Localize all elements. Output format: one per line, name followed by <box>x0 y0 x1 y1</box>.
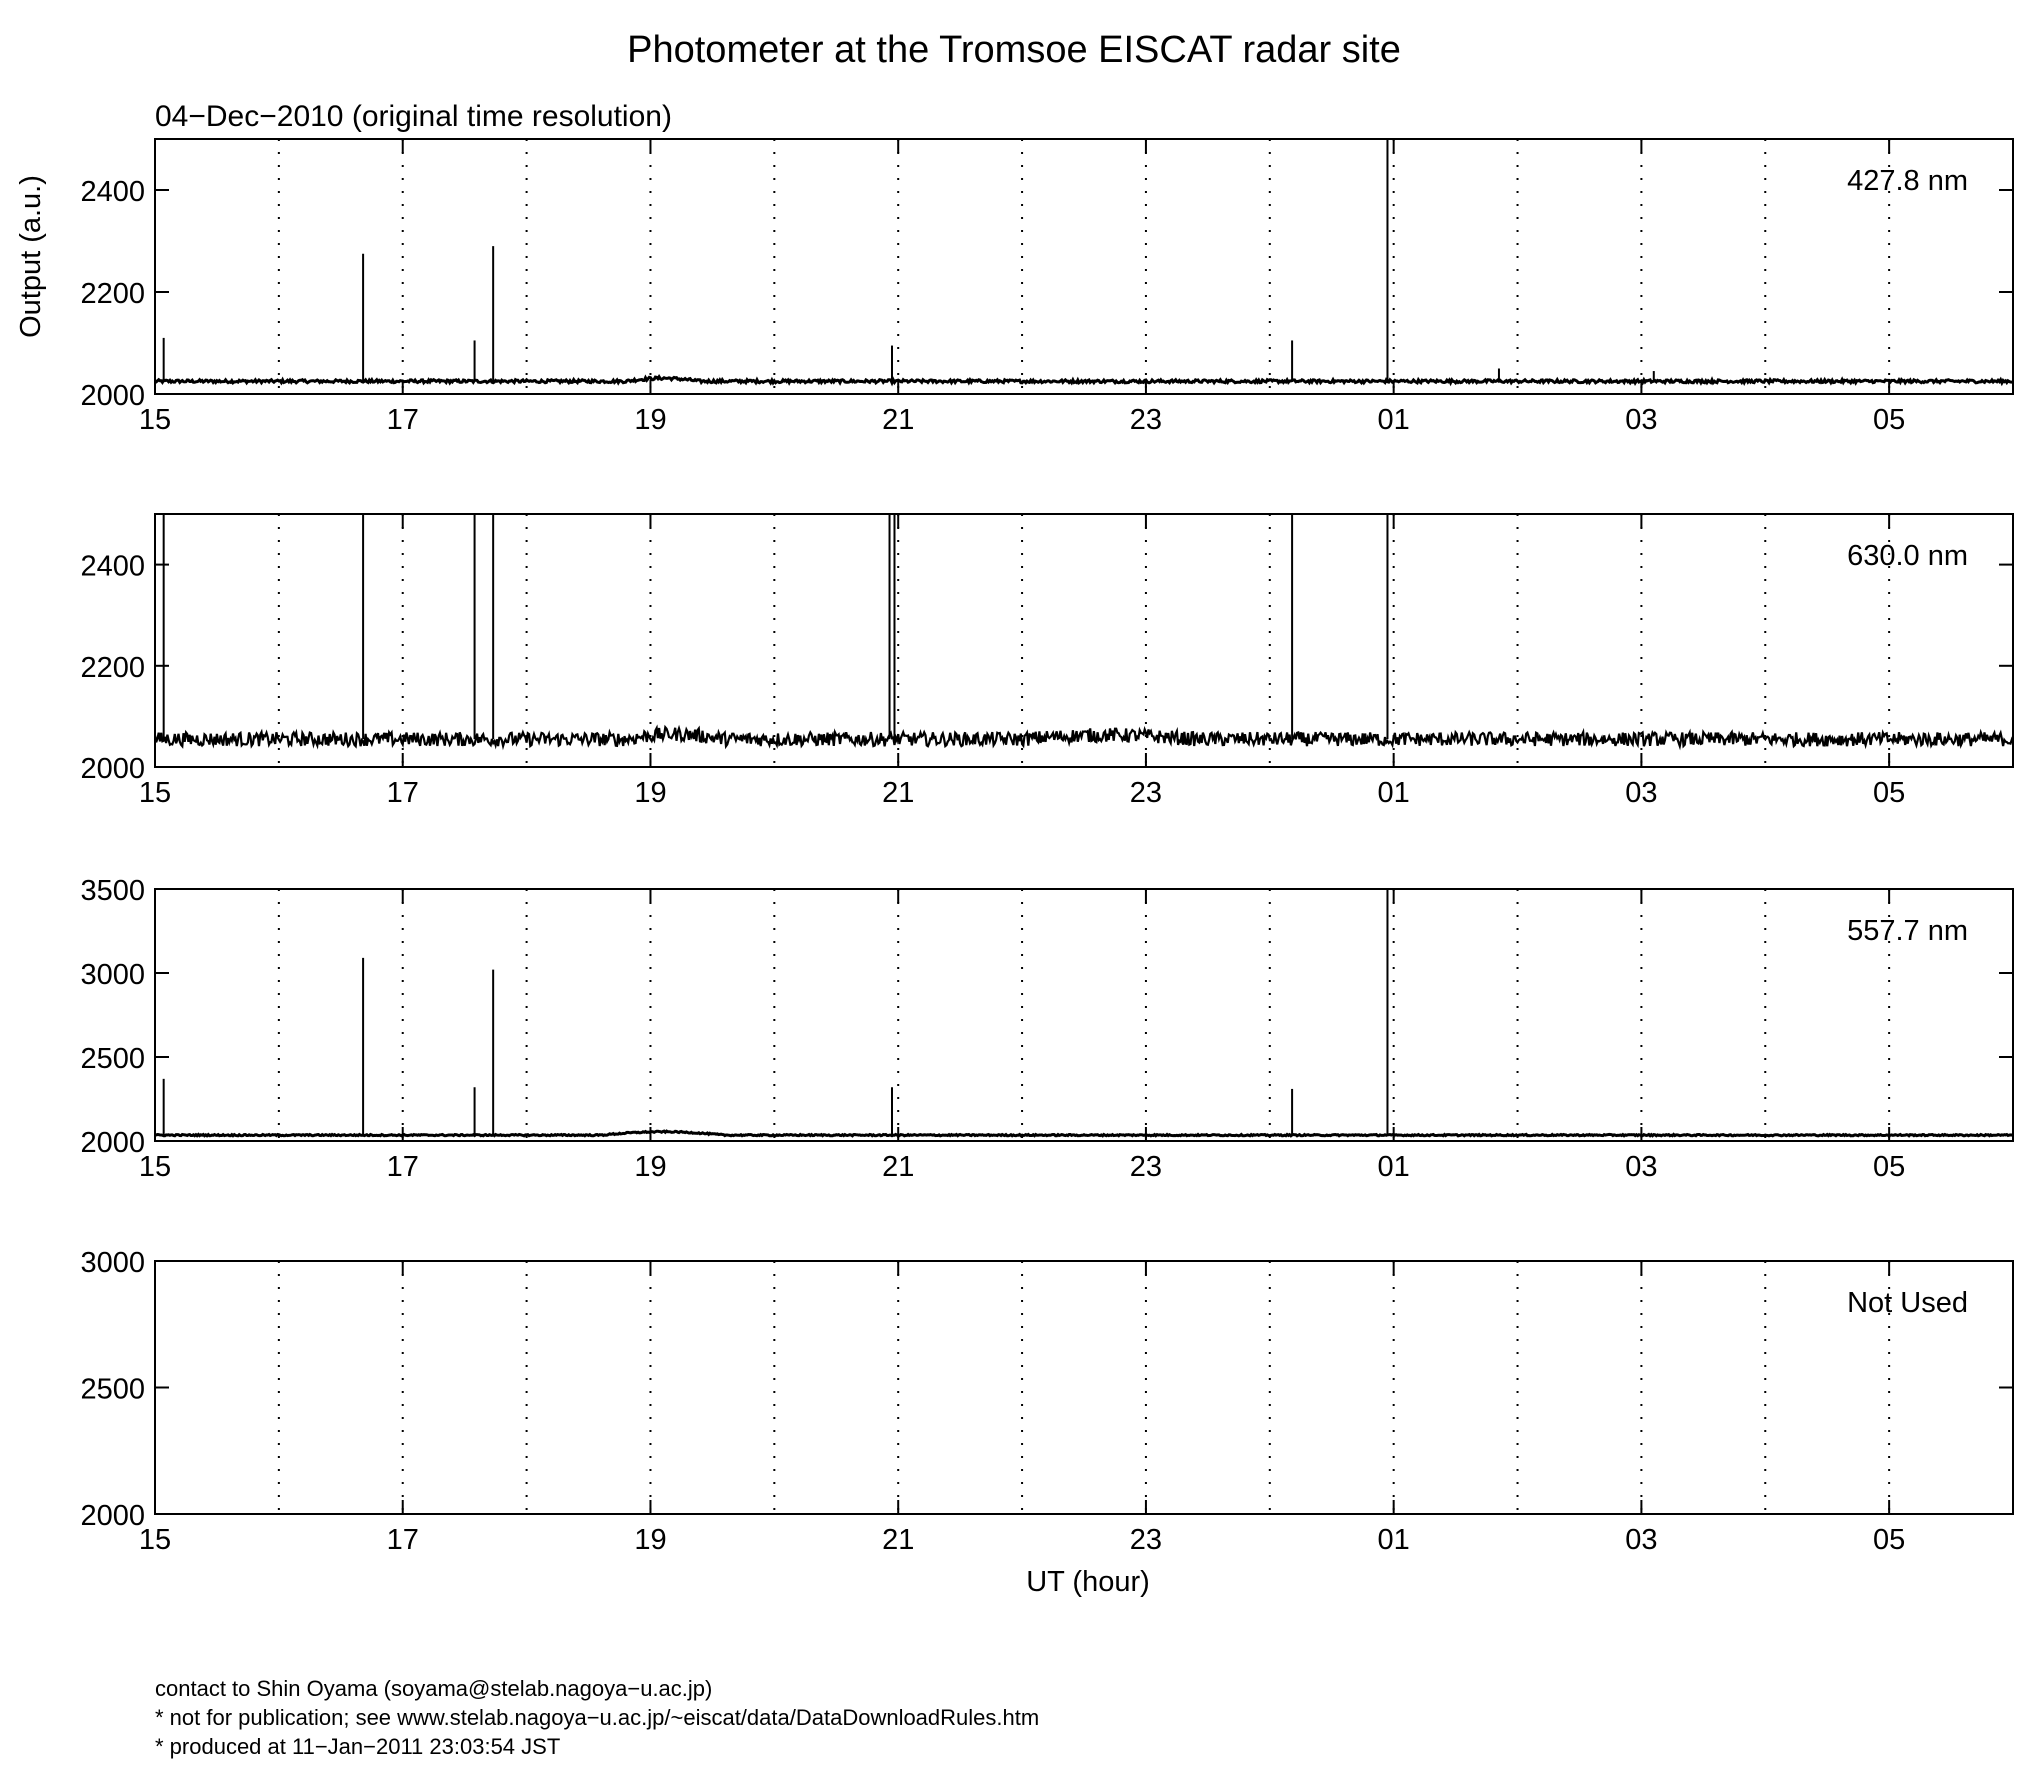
footer-contact: contact to Shin Oyama (soyama@stelab.nagoya−u.ac.jp) <box>155 1676 713 1701</box>
y-tick-label: 2500 <box>80 1043 145 1075</box>
x-tick-label: 03 <box>1625 404 1658 436</box>
y-tick-label: 2000 <box>80 1127 145 1159</box>
x-tick-label: 05 <box>1873 1524 1906 1556</box>
x-tick-label: 03 <box>1625 1151 1658 1183</box>
y-tick-label: 2200 <box>80 651 145 684</box>
x-tick-label: 19 <box>634 404 667 436</box>
plot-frame <box>155 889 2013 1141</box>
panels <box>15 139 2013 1598</box>
x-tick-label: 15 <box>138 404 172 436</box>
panel-2 <box>80 514 2013 809</box>
y-tick-label: 2000 <box>80 753 145 785</box>
x-tick-label: 17 <box>386 1524 419 1556</box>
panel-label: 630.0 nm <box>1847 540 1968 572</box>
figure-title: Photometer at the Tromsoe EISCAT radar site <box>627 29 1401 71</box>
x-tick-label: 01 <box>1377 777 1410 809</box>
y-tick-label: 2500 <box>80 1373 145 1406</box>
x-tick-label: 15 <box>138 777 172 809</box>
y-tick-label: 2000 <box>80 1500 145 1532</box>
x-axis-label: UT (hour) <box>1026 1566 1150 1598</box>
x-tick-label: 19 <box>634 1524 667 1556</box>
x-tick-label: 01 <box>1377 404 1410 436</box>
x-tick-label: 23 <box>1129 404 1163 436</box>
figure-subtitle: 04−Dec−2010 (original time resolution) <box>155 100 672 133</box>
x-tick-label: 01 <box>1377 1524 1410 1556</box>
footer-notice: * not for publication; see www.stelab.nagoya−u.ac.jp/~eiscat/data/DataDownloadRules.htm <box>155 1705 1040 1730</box>
x-tick-label: 19 <box>634 777 667 809</box>
y-tick-label: 3000 <box>80 959 145 991</box>
x-tick-label: 03 <box>1625 1524 1658 1556</box>
y-tick-label: 3000 <box>80 1247 145 1279</box>
plot-frame <box>155 1261 2013 1514</box>
x-tick-label: 21 <box>882 777 915 809</box>
x-tick-label: 21 <box>882 1151 915 1183</box>
x-tick-label: 23 <box>1129 777 1163 809</box>
y-tick-label: 2400 <box>80 176 145 208</box>
x-tick-label: 15 <box>138 1524 172 1556</box>
x-tick-label: 17 <box>386 1151 419 1183</box>
panel-1 <box>15 139 2013 436</box>
panel-label: Not Used <box>1847 1287 1968 1319</box>
y-tick-label: 2200 <box>80 278 145 310</box>
series-line <box>155 1131 2013 1136</box>
x-tick-label: 03 <box>1625 777 1658 809</box>
x-tick-label: 05 <box>1873 777 1906 809</box>
panel-3 <box>80 875 2013 1183</box>
x-tick-label: 17 <box>386 404 419 436</box>
x-tick-label: 23 <box>1129 1524 1163 1556</box>
x-tick-label: 21 <box>882 1524 915 1556</box>
x-tick-label: 19 <box>634 1151 667 1183</box>
panel-4 <box>80 1247 2013 1598</box>
plot-frame <box>155 139 2013 394</box>
x-tick-label: 17 <box>386 777 419 809</box>
panel-label: 557.7 nm <box>1847 915 1968 947</box>
x-tick-label: 23 <box>1129 1151 1163 1183</box>
x-tick-label: 15 <box>138 1151 172 1183</box>
y-axis-label: Output (a.u.) <box>15 175 47 338</box>
x-tick-label: 05 <box>1873 1151 1906 1183</box>
y-tick-label: 2000 <box>80 380 145 412</box>
y-tick-label: 3500 <box>80 875 145 907</box>
series-line <box>155 377 2013 383</box>
panel-label: 427.8 nm <box>1847 165 1968 197</box>
y-tick-label: 2400 <box>80 550 145 583</box>
x-tick-label: 01 <box>1377 1151 1410 1183</box>
footer-produced: * produced at 11−Jan−2011 23:03:54 JST <box>155 1734 561 1759</box>
plot-frame <box>155 514 2013 767</box>
x-tick-label: 21 <box>882 404 915 436</box>
series-line <box>155 727 2013 746</box>
x-tick-label: 05 <box>1873 404 1906 436</box>
